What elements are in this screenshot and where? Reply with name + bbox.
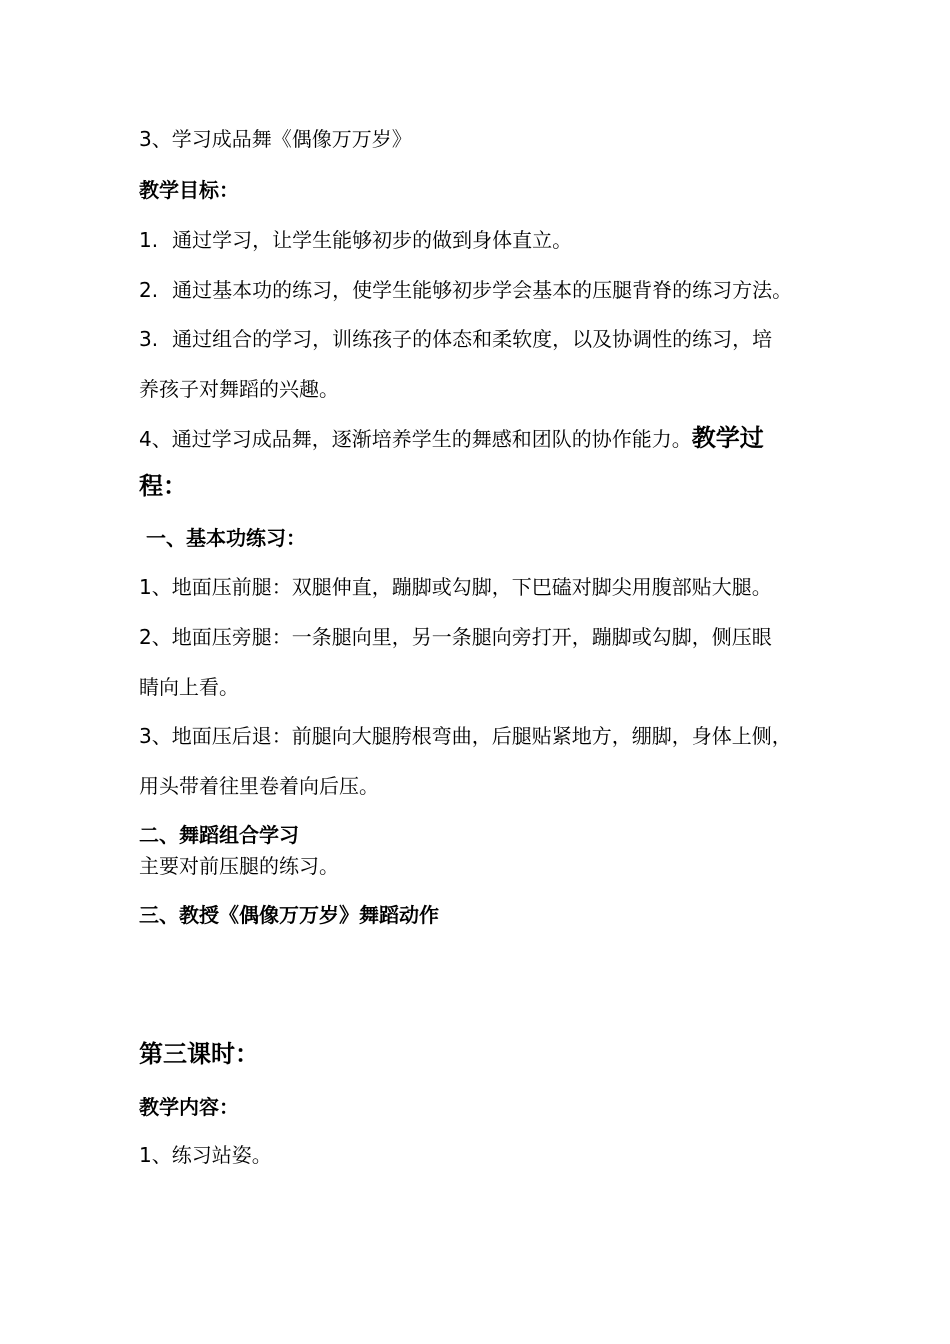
section-heading-teaching-process: 教学过 (691, 424, 764, 452)
goal-item-3 (139, 327, 772, 351)
basic-skill-item-3-continued: 用头带着往里卷着向后压。 (139, 774, 379, 798)
goal-text: 通过组合的学习，训练孩子的体态和柔软度，以及协调性的练习，培 (172, 327, 773, 351)
dance-combination-text: 主要对前压腿的练习。 (139, 854, 339, 878)
section-label-teaching-content: 教学内容： (139, 1095, 239, 1119)
goal-text: 通过学习，让学生能够初步的做到身体直立。 (172, 228, 573, 252)
section-heading-teach-dance: 三、教授《偶像万万岁》舞蹈动作 (139, 903, 439, 927)
goal-number: 2. (139, 278, 159, 302)
lesson-heading-third: 第三课时： (139, 1040, 259, 1068)
basic-skill-item-3: 3、地面压后退：前腿向大腿胯根弯曲，后腿贴紧地方，绷脚，身体上侧， (139, 724, 792, 748)
basic-skill-item-2: 2、地面压旁腿：一条腿向里，另一条腿向旁打开，蹦脚或勾脚，侧压眼 (139, 625, 772, 649)
goal-item-3-continued: 养孩子对舞蹈的兴趣。 (139, 377, 339, 401)
section-heading-dance-combination: 二、舞蹈组合学习 (139, 823, 299, 847)
content-item-1: 1、练习站姿。 (139, 1143, 272, 1167)
goal-item-4 (139, 424, 764, 453)
course-item-3: 3、学习成品舞《偶像万万岁》 (139, 127, 412, 151)
section-heading-teaching-process-continued: 程： (139, 472, 187, 500)
goal-number: 1. (139, 228, 159, 252)
goal-item-1 (139, 228, 572, 252)
goal-text: 通过基本功的练习，使学生能够初步学会基本的压腿背脊的练习方法。 (172, 278, 793, 302)
basic-skill-item-1: 1、地面压前腿：双腿伸直，蹦脚或勾脚，下巴磕对脚尖用腹部贴大腿。 (139, 575, 772, 599)
section-label-teaching-goals: 教学目标： (139, 178, 239, 202)
goal-item-2 (139, 278, 792, 302)
goal-number: 3. (139, 327, 159, 351)
section-heading-basic-skills: 一、基本功练习： (146, 526, 306, 550)
basic-skill-item-2-continued: 睛向上看。 (139, 675, 239, 699)
goal-text: 4、通过学习成品舞，逐渐培养学生的舞感和团队的协作能力。 (139, 427, 692, 451)
